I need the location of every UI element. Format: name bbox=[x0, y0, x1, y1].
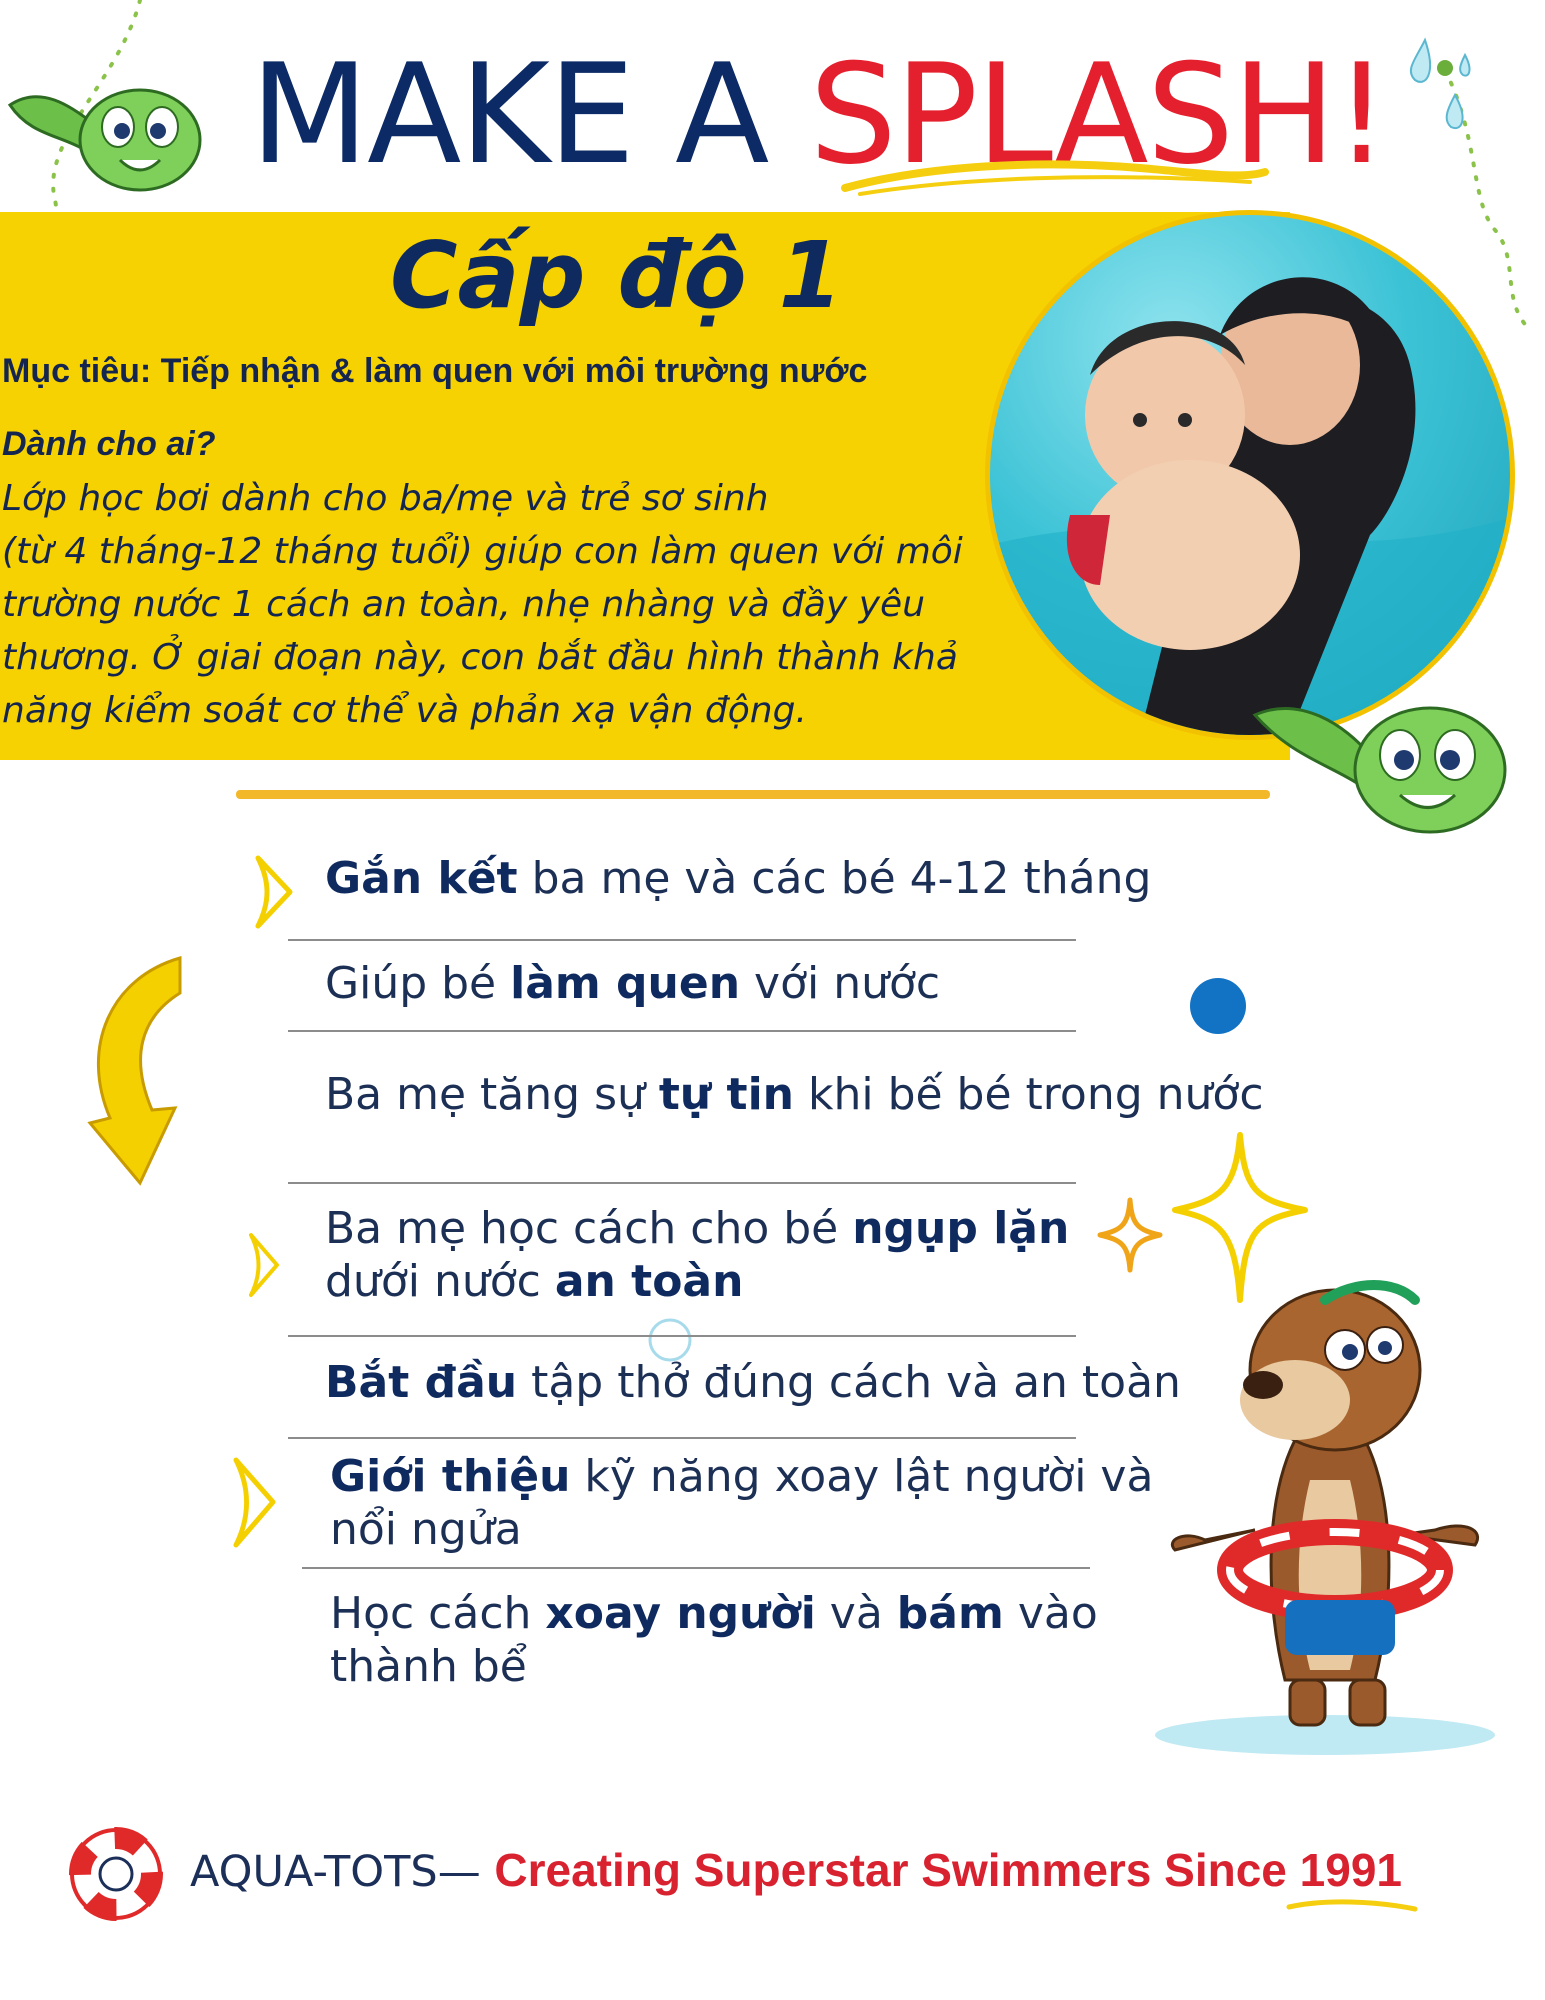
benefit-text: Học cách bbox=[330, 1588, 546, 1639]
benefit-text: khi bế bé trong nước bbox=[794, 1069, 1264, 1120]
benefit-text: dưới nước bbox=[325, 1256, 555, 1307]
chevron-right-icon bbox=[250, 852, 300, 932]
brand-slogan: Creating Superstar Swimmers Since 1991 bbox=[494, 1844, 1402, 1896]
benefit-text: Ba mẹ tăng sự bbox=[325, 1069, 659, 1120]
benefit-line bbox=[325, 958, 940, 1009]
benefit-text: thành bể bbox=[330, 1641, 527, 1692]
otter-mascot-icon bbox=[1145, 1240, 1505, 1760]
list-separator bbox=[302, 1567, 1090, 1569]
parent-baby-pool-photo bbox=[985, 210, 1515, 740]
list-separator bbox=[288, 939, 1076, 941]
chevron-right-icon bbox=[228, 1455, 283, 1550]
benefit-text: Giúp bé bbox=[325, 958, 511, 1009]
benefit-emphasis: bám bbox=[896, 1588, 1004, 1639]
brand-name: AQUA-TOTS— bbox=[190, 1847, 481, 1897]
benefit-line bbox=[330, 1640, 1098, 1693]
benefit-text: và bbox=[815, 1588, 897, 1639]
blue-dot-decoration bbox=[1190, 978, 1246, 1034]
slogan-underline-scribble bbox=[1285, 1893, 1420, 1918]
list-separator bbox=[288, 1182, 1076, 1184]
title-part-splash: SPLASH! bbox=[809, 34, 1388, 195]
benefit-line bbox=[325, 1255, 1069, 1308]
benefit-emphasis: an toàn bbox=[554, 1256, 744, 1307]
benefit-emphasis: Bắt đầu bbox=[325, 1357, 518, 1408]
audience-line: thương. Ở giai đoạn này, con bắt đầu hình thành khả bbox=[2, 637, 958, 678]
benefit-line bbox=[325, 1357, 1181, 1408]
benefit-emphasis: xoay người bbox=[545, 1588, 816, 1639]
benefit-line bbox=[325, 1069, 1264, 1120]
benefit-line bbox=[330, 1450, 1153, 1503]
audience-line: trường nước 1 cách an toàn, nhẹ nhàng và đầy yêu bbox=[2, 584, 926, 625]
list-separator bbox=[288, 1335, 1076, 1337]
benefit-item bbox=[325, 1356, 1181, 1409]
audience-line: năng kiểm soát cơ thể và phản xạ vận động. bbox=[2, 690, 807, 731]
list-separator bbox=[288, 1437, 1076, 1439]
benefit-emphasis: Giới thiệu bbox=[330, 1451, 571, 1502]
title-underline-scribble bbox=[840, 150, 1270, 200]
benefit-emphasis: làm quen bbox=[510, 958, 741, 1009]
frog-mascot-icon bbox=[0, 65, 210, 205]
benefit-item bbox=[325, 1068, 1264, 1121]
benefit-text: vào bbox=[1003, 1588, 1098, 1639]
section-divider bbox=[236, 790, 1270, 799]
audience-heading: Dành cho ai? bbox=[2, 425, 216, 463]
audience-description bbox=[2, 472, 987, 737]
benefit-emphasis: tự tin bbox=[658, 1069, 794, 1120]
level-heading: Cấp độ 1 bbox=[390, 222, 843, 329]
water-drops-icon bbox=[1395, 35, 1485, 145]
benefit-text: Ba mẹ học cách cho bé bbox=[325, 1203, 853, 1254]
footer-tagline bbox=[190, 1843, 1402, 1897]
benefit-emphasis: Gắn kết bbox=[325, 853, 518, 904]
chevron-right-icon bbox=[245, 1230, 285, 1300]
goal-text: Mục tiêu: Tiếp nhận & làm quen với môi trường nước bbox=[2, 352, 868, 390]
benefit-line bbox=[325, 1202, 1069, 1255]
benefit-text: tập thở đúng cách và an toàn bbox=[517, 1357, 1181, 1408]
benefit-line bbox=[325, 853, 1151, 904]
lifebuoy-logo-icon bbox=[62, 1820, 170, 1928]
benefit-item bbox=[325, 957, 940, 1010]
curved-arrow-icon bbox=[70, 948, 190, 1188]
audience-line: (từ 4 tháng-12 tháng tuổi) giúp con làm quen với môi bbox=[2, 531, 963, 572]
benefit-item bbox=[325, 852, 1151, 905]
list-separator bbox=[288, 1030, 1076, 1032]
benefit-text: nổi ngửa bbox=[330, 1504, 522, 1555]
benefit-item bbox=[330, 1587, 1098, 1693]
benefit-text: với nước bbox=[740, 958, 941, 1009]
benefit-text: kỹ năng xoay lật người và bbox=[570, 1451, 1154, 1502]
title-part-make-a: MAKE A bbox=[250, 34, 810, 195]
photo-illustration bbox=[990, 215, 1515, 740]
frog-mascot-icon bbox=[1250, 685, 1515, 840]
benefit-item bbox=[325, 1202, 1069, 1308]
benefit-line bbox=[330, 1587, 1098, 1640]
benefit-text: ba mẹ và các bé 4-12 tháng bbox=[517, 853, 1152, 904]
benefit-line bbox=[330, 1503, 1153, 1556]
benefit-emphasis: ngụp lặn bbox=[852, 1203, 1070, 1254]
audience-line: Lớp học bơi dành cho ba/mẹ và trẻ sơ sinh bbox=[2, 478, 769, 519]
benefit-item bbox=[330, 1450, 1153, 1556]
